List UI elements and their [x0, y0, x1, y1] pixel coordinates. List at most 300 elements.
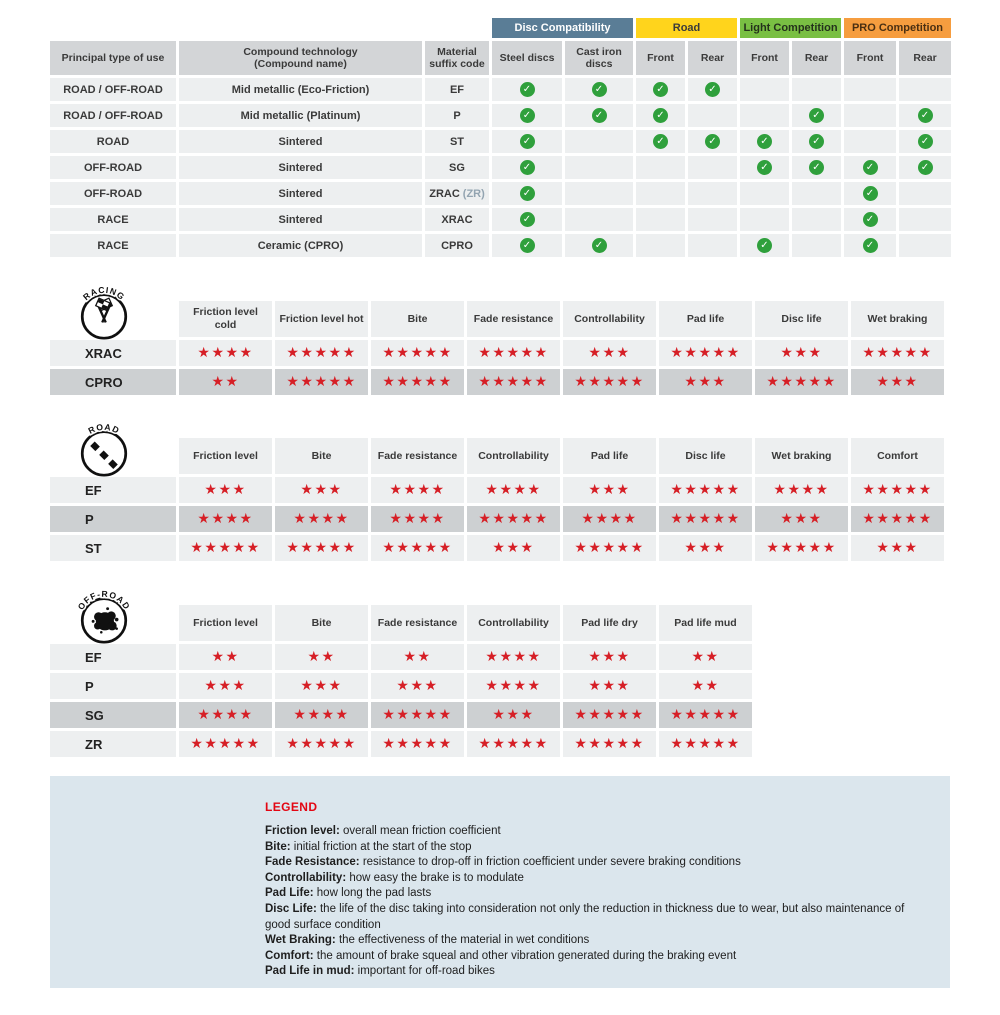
svg-text:ROAD: ROAD [86, 421, 122, 436]
legend-item [265, 949, 905, 965]
col-header-principal-type: Principal type of use [50, 41, 176, 75]
check-cell-cast-iron [565, 78, 633, 101]
check-icon [520, 108, 535, 123]
offroad-section [47, 588, 1000, 760]
check-icon [705, 82, 720, 97]
check-cell-pro-rear [899, 234, 951, 257]
star-cell [275, 673, 368, 699]
rating-header-row [50, 301, 944, 337]
star-cell [563, 340, 656, 366]
star-rating: ★★★★★ [670, 482, 741, 498]
check-cell-pro-front [844, 208, 896, 231]
check-icon [809, 108, 824, 123]
legend-desc: important for off-road bikes [357, 965, 495, 978]
road-badge-icon [75, 419, 133, 477]
legend-item [265, 855, 905, 871]
star-rating: ★★★★★ [382, 707, 453, 723]
compound-technology-cell: Sintered [179, 182, 422, 205]
check-icon [918, 160, 933, 175]
svg-text:OFF-ROAD: OFF-ROAD [75, 588, 133, 612]
legend-term: Disc Life : [265, 903, 317, 915]
star-cell [467, 644, 560, 670]
legend-item [265, 840, 905, 856]
rating-row-p [50, 673, 752, 699]
star-rating: ★★★★★ [670, 707, 741, 723]
rating-col-header: Wet braking [755, 438, 848, 474]
star-rating: ★★★ [588, 678, 631, 694]
check-icon [705, 134, 720, 149]
row-label: ZR [50, 731, 176, 757]
compat-row-ef [50, 78, 951, 101]
col-header-compound-technology [179, 41, 422, 75]
rating-col-header: Pad life [563, 438, 656, 474]
star-rating: ★★★★★ [862, 511, 933, 527]
star-rating: ★★★★★ [286, 736, 357, 752]
principal-use-cell: ROAD / OFF-ROAD [50, 104, 176, 127]
check-icon [809, 134, 824, 149]
rating-col-header: Fade resistance [371, 438, 464, 474]
rating-row-ef [50, 644, 752, 670]
star-cell [467, 731, 560, 757]
check-cell-road-front [636, 208, 685, 231]
material-code-cell [425, 234, 489, 257]
check-cell-road-front [636, 182, 685, 205]
star-cell [371, 506, 464, 532]
offroad-ratings-table [47, 602, 755, 760]
check-cell-pro-rear [899, 208, 951, 231]
check-cell-light-front [740, 130, 789, 153]
star-rating: ★★★★ [581, 511, 638, 527]
check-cell-road-rear [688, 78, 737, 101]
material-code: ZRAC [429, 187, 460, 200]
star-rating: ★★★★★ [574, 374, 645, 390]
group-header-light-competition: Light Competition [740, 18, 841, 38]
check-cell-road-rear [688, 234, 737, 257]
rating-row-st [50, 535, 944, 561]
check-icon [520, 212, 535, 227]
star-rating: ★★★★ [389, 482, 446, 498]
star-cell [467, 477, 560, 503]
check-cell-light-front [740, 182, 789, 205]
star-cell [179, 644, 272, 670]
legend-desc: the amount of brake squeal and other vibration generated during the braking event [316, 949, 737, 962]
racing-ratings-table [47, 298, 947, 398]
star-cell [179, 340, 272, 366]
material-code-cell [425, 78, 489, 101]
check-icon [918, 134, 933, 149]
checkered-flags-icon [91, 298, 118, 323]
check-cell-pro-front [844, 182, 896, 205]
check-cell-road-front [636, 156, 685, 179]
star-rating: ★★★ [780, 511, 823, 527]
check-icon [863, 212, 878, 227]
rating-header-row [50, 605, 752, 641]
row-label: P [50, 506, 176, 532]
material-code: XRAC [441, 213, 473, 226]
star-cell [275, 506, 368, 532]
compat-row-cpro [50, 234, 951, 257]
row-label: ST [50, 535, 176, 561]
star-rating: ★★★★ [197, 511, 254, 527]
compound-technology-cell: Mid metallic (Platinum) [179, 104, 422, 127]
col-header-light-front: Front [740, 41, 789, 75]
rating-col-header: Controllability [563, 301, 656, 337]
star-rating: ★★ [403, 649, 432, 665]
star-cell [659, 644, 752, 670]
star-rating: ★★★★ [485, 482, 542, 498]
check-cell-pro-rear [899, 156, 951, 179]
col-header-steel-discs: Steel discs [492, 41, 562, 75]
star-cell [563, 506, 656, 532]
legend-desc: the effectiveness of the material in wet conditions [338, 934, 590, 947]
star-cell [371, 673, 464, 699]
material-code-cell [425, 208, 489, 231]
check-cell-cast-iron [565, 156, 633, 179]
star-rating: ★★★★★ [670, 345, 741, 361]
compat-row-sg [50, 156, 951, 179]
check-cell-steel [492, 234, 562, 257]
star-cell [179, 535, 272, 561]
star-rating: ★★★ [684, 374, 727, 390]
col-header-cast-iron-discs: Cast iron discs [565, 41, 633, 75]
row-label: EF [50, 477, 176, 503]
check-cell-pro-front [844, 130, 896, 153]
star-cell [467, 673, 560, 699]
star-cell [659, 506, 752, 532]
star-rating: ★★★ [204, 482, 247, 498]
check-icon [520, 238, 535, 253]
rating-row-xrac [50, 340, 944, 366]
principal-use-cell: ROAD / OFF-ROAD [50, 78, 176, 101]
road-ratings-table [47, 435, 947, 564]
check-cell-road-front [636, 104, 685, 127]
star-cell [563, 644, 656, 670]
star-cell [179, 369, 272, 395]
legend-term: Pad Life : [265, 887, 314, 899]
row-label: EF [50, 644, 176, 670]
check-icon [863, 238, 878, 253]
star-cell [659, 535, 752, 561]
check-cell-road-rear [688, 156, 737, 179]
star-cell [371, 340, 464, 366]
check-icon [592, 82, 607, 97]
compound-technology-header-text: Compound technology (Compound name) [243, 46, 358, 70]
principal-use-cell: ROAD [50, 130, 176, 153]
group-header-disc-compatibility: Disc Compatibility [492, 18, 633, 38]
check-icon [520, 134, 535, 149]
star-rating: ★★★★★ [574, 707, 645, 723]
check-cell-cast-iron [565, 182, 633, 205]
star-cell [275, 702, 368, 728]
check-cell-steel [492, 104, 562, 127]
column-group-header-row [50, 18, 951, 38]
legend-desc: resistance to drop-off in friction coefficient under severe braking conditions [362, 856, 741, 869]
star-rating: ★★★★★ [478, 345, 549, 361]
check-cell-light-rear [792, 208, 841, 231]
check-cell-light-front [740, 234, 789, 257]
row-label: SG [50, 702, 176, 728]
material-code: SG [449, 161, 465, 174]
star-rating: ★★★★ [485, 649, 542, 665]
check-cell-cast-iron [565, 208, 633, 231]
material-code: P [453, 109, 461, 122]
svg-text:RACING: RACING [80, 284, 127, 303]
col-header-light-rear: Rear [792, 41, 841, 75]
star-cell [275, 369, 368, 395]
star-cell [371, 477, 464, 503]
col-header-pro-rear: Rear [899, 41, 951, 75]
check-cell-steel [492, 78, 562, 101]
row-label: P [50, 673, 176, 699]
check-icon [653, 108, 668, 123]
star-cell [851, 506, 944, 532]
star-rating: ★★★ [588, 649, 631, 665]
group-header-road: Road [636, 18, 737, 38]
legend-panel [50, 776, 950, 988]
star-rating: ★★★★ [293, 707, 350, 723]
star-rating: ★★★★★ [670, 511, 741, 527]
compound-technology-cell: Sintered [179, 130, 422, 153]
legend-term: Controllability : [265, 872, 346, 884]
star-cell [275, 535, 368, 561]
star-cell [563, 535, 656, 561]
compound-technology-cell: Mid metallic (Eco-Friction) [179, 78, 422, 101]
star-rating: ★★★★ [485, 678, 542, 694]
star-cell [851, 477, 944, 503]
check-cell-light-front [740, 208, 789, 231]
legend-item [265, 902, 905, 933]
star-cell [371, 644, 464, 670]
rating-header-row [50, 438, 944, 474]
star-rating: ★★★ [780, 345, 823, 361]
star-cell [179, 506, 272, 532]
star-rating: ★★★★★ [382, 345, 453, 361]
star-cell [275, 644, 368, 670]
principal-use-cell: OFF-ROAD [50, 156, 176, 179]
racing-badge-icon [75, 282, 133, 340]
star-cell [755, 477, 848, 503]
rating-col-header: Bite [275, 605, 368, 641]
star-cell [851, 340, 944, 366]
check-icon [863, 186, 878, 201]
compound-technology-cell: Sintered [179, 208, 422, 231]
compat-row-st [50, 130, 951, 153]
star-cell [659, 477, 752, 503]
check-cell-cast-iron [565, 104, 633, 127]
check-cell-pro-rear [899, 182, 951, 205]
star-rating: ★★★★★ [670, 736, 741, 752]
star-cell [371, 535, 464, 561]
star-cell [467, 506, 560, 532]
star-cell [659, 731, 752, 757]
principal-use-cell: RACE [50, 208, 176, 231]
star-rating: ★★★ [492, 540, 535, 556]
rating-col-header: Comfort [851, 438, 944, 474]
rating-col-header: Friction level [179, 605, 272, 641]
star-rating: ★★★★★ [766, 540, 837, 556]
star-rating: ★★ [307, 649, 336, 665]
star-cell [179, 673, 272, 699]
col-header-road-front: Front [636, 41, 685, 75]
star-cell [467, 340, 560, 366]
legend-term: Fade Resistance : [265, 856, 360, 868]
star-rating: ★★ [211, 649, 240, 665]
star-cell [659, 340, 752, 366]
compat-row-zrac [50, 182, 951, 205]
check-cell-pro-front [844, 234, 896, 257]
check-icon [653, 134, 668, 149]
check-cell-road-rear [688, 182, 737, 205]
check-cell-light-rear [792, 234, 841, 257]
legend-item [265, 824, 905, 840]
check-cell-steel [492, 182, 562, 205]
star-rating: ★★★★★ [478, 511, 549, 527]
legend-item [265, 933, 905, 949]
star-rating: ★★★★ [197, 707, 254, 723]
check-cell-road-front [636, 130, 685, 153]
rating-col-header: Pad life [659, 301, 752, 337]
legend-desc: initial friction at the start of the stop [293, 840, 472, 853]
star-rating: ★★★★★ [574, 540, 645, 556]
material-code-cell [425, 182, 489, 205]
star-rating: ★★★ [204, 678, 247, 694]
material-code-cell [425, 130, 489, 153]
check-icon [918, 108, 933, 123]
star-rating: ★★★★★ [190, 540, 261, 556]
star-cell [467, 535, 560, 561]
legend-term: Bite : [265, 841, 291, 853]
legend-term: Comfort : [265, 950, 314, 962]
row-label: XRAC [50, 340, 176, 366]
check-icon [520, 186, 535, 201]
material-code-note: (ZR) [462, 187, 485, 200]
rating-row-cpro [50, 369, 944, 395]
star-cell [275, 477, 368, 503]
road-section [47, 421, 1000, 564]
rating-col-header: Bite [275, 438, 368, 474]
column-header-row [50, 41, 951, 75]
star-rating: ★★★★ [293, 511, 350, 527]
star-rating: ★★★ [300, 678, 343, 694]
star-cell [563, 477, 656, 503]
check-cell-light-front [740, 156, 789, 179]
col-header-road-rear: Rear [688, 41, 737, 75]
star-cell [755, 340, 848, 366]
check-cell-steel [492, 156, 562, 179]
rating-row-ef [50, 477, 944, 503]
check-cell-road-front [636, 78, 685, 101]
star-cell [371, 731, 464, 757]
rating-col-header: Friction level cold [179, 301, 272, 337]
star-rating: ★★★ [492, 707, 535, 723]
compound-technology-cell: Ceramic (CPRO) [179, 234, 422, 257]
star-rating: ★★★★★ [190, 736, 261, 752]
group-header-pro-competition: PRO Competition [844, 18, 951, 38]
offroad-badge-icon [75, 586, 133, 644]
rating-col-header: Fade resistance [467, 301, 560, 337]
check-icon [757, 238, 772, 253]
star-cell [563, 731, 656, 757]
legend-term: Wet Braking : [265, 934, 336, 946]
rating-col-header: Disc life [755, 301, 848, 337]
principal-use-cell: OFF-ROAD [50, 182, 176, 205]
star-rating: ★★★ [300, 482, 343, 498]
star-rating: ★★★★ [389, 511, 446, 527]
star-rating: ★★ [691, 678, 720, 694]
page [0, 15, 1000, 1015]
check-cell-light-rear [792, 104, 841, 127]
check-cell-cast-iron [565, 130, 633, 153]
rating-row-zr [50, 731, 752, 757]
legend-desc: how easy the brake is to modulate [349, 871, 524, 884]
check-cell-light-front [740, 78, 789, 101]
principal-use-cell: RACE [50, 234, 176, 257]
star-cell [371, 702, 464, 728]
check-cell-light-rear [792, 130, 841, 153]
star-cell [755, 506, 848, 532]
check-icon [592, 108, 607, 123]
legend-desc: overall mean friction coefficient [342, 825, 501, 837]
compound-technology-cell: Sintered [179, 156, 422, 179]
road-dashes-icon [90, 441, 118, 469]
material-code: EF [449, 83, 465, 96]
star-cell [275, 731, 368, 757]
rating-col-header: Wet braking [851, 301, 944, 337]
legend-term: Friction level : [265, 825, 340, 837]
star-rating: ★★★★★ [286, 540, 357, 556]
star-rating: ★★★ [876, 374, 919, 390]
material-code-cell [425, 104, 489, 127]
col-header-pro-front: Front [844, 41, 896, 75]
check-cell-pro-front [844, 78, 896, 101]
check-cell-road-rear [688, 130, 737, 153]
check-icon [757, 160, 772, 175]
star-rating: ★★★★ [773, 482, 830, 498]
legend-item [265, 886, 905, 902]
check-icon [863, 160, 878, 175]
check-cell-steel [492, 208, 562, 231]
check-cell-light-front [740, 104, 789, 127]
star-cell [755, 369, 848, 395]
group-header-spacer [50, 18, 489, 38]
check-cell-light-rear [792, 182, 841, 205]
legend-desc: the life of the disc taking into consideration not only the reduction in thickness due to wear, but also maintenance of good surface condition [265, 902, 905, 931]
compound-compatibility-table [47, 15, 954, 260]
check-cell-road-rear [688, 104, 737, 127]
star-cell [851, 535, 944, 561]
check-icon [809, 160, 824, 175]
star-rating: ★★ [211, 374, 240, 390]
check-cell-cast-iron [565, 234, 633, 257]
star-cell [275, 340, 368, 366]
star-rating: ★★★ [876, 540, 919, 556]
star-rating: ★★★★★ [478, 736, 549, 752]
star-cell [467, 702, 560, 728]
star-cell [659, 702, 752, 728]
star-cell [467, 369, 560, 395]
star-cell [659, 369, 752, 395]
star-rating: ★★★★★ [382, 736, 453, 752]
legend-item [265, 964, 905, 980]
check-cell-pro-rear [899, 130, 951, 153]
check-icon [520, 160, 535, 175]
star-cell [179, 702, 272, 728]
star-rating: ★★★★★ [574, 736, 645, 752]
material-code: ST [449, 135, 465, 148]
star-rating: ★★★★★ [286, 374, 357, 390]
star-cell [755, 535, 848, 561]
star-rating: ★★★★★ [382, 374, 453, 390]
